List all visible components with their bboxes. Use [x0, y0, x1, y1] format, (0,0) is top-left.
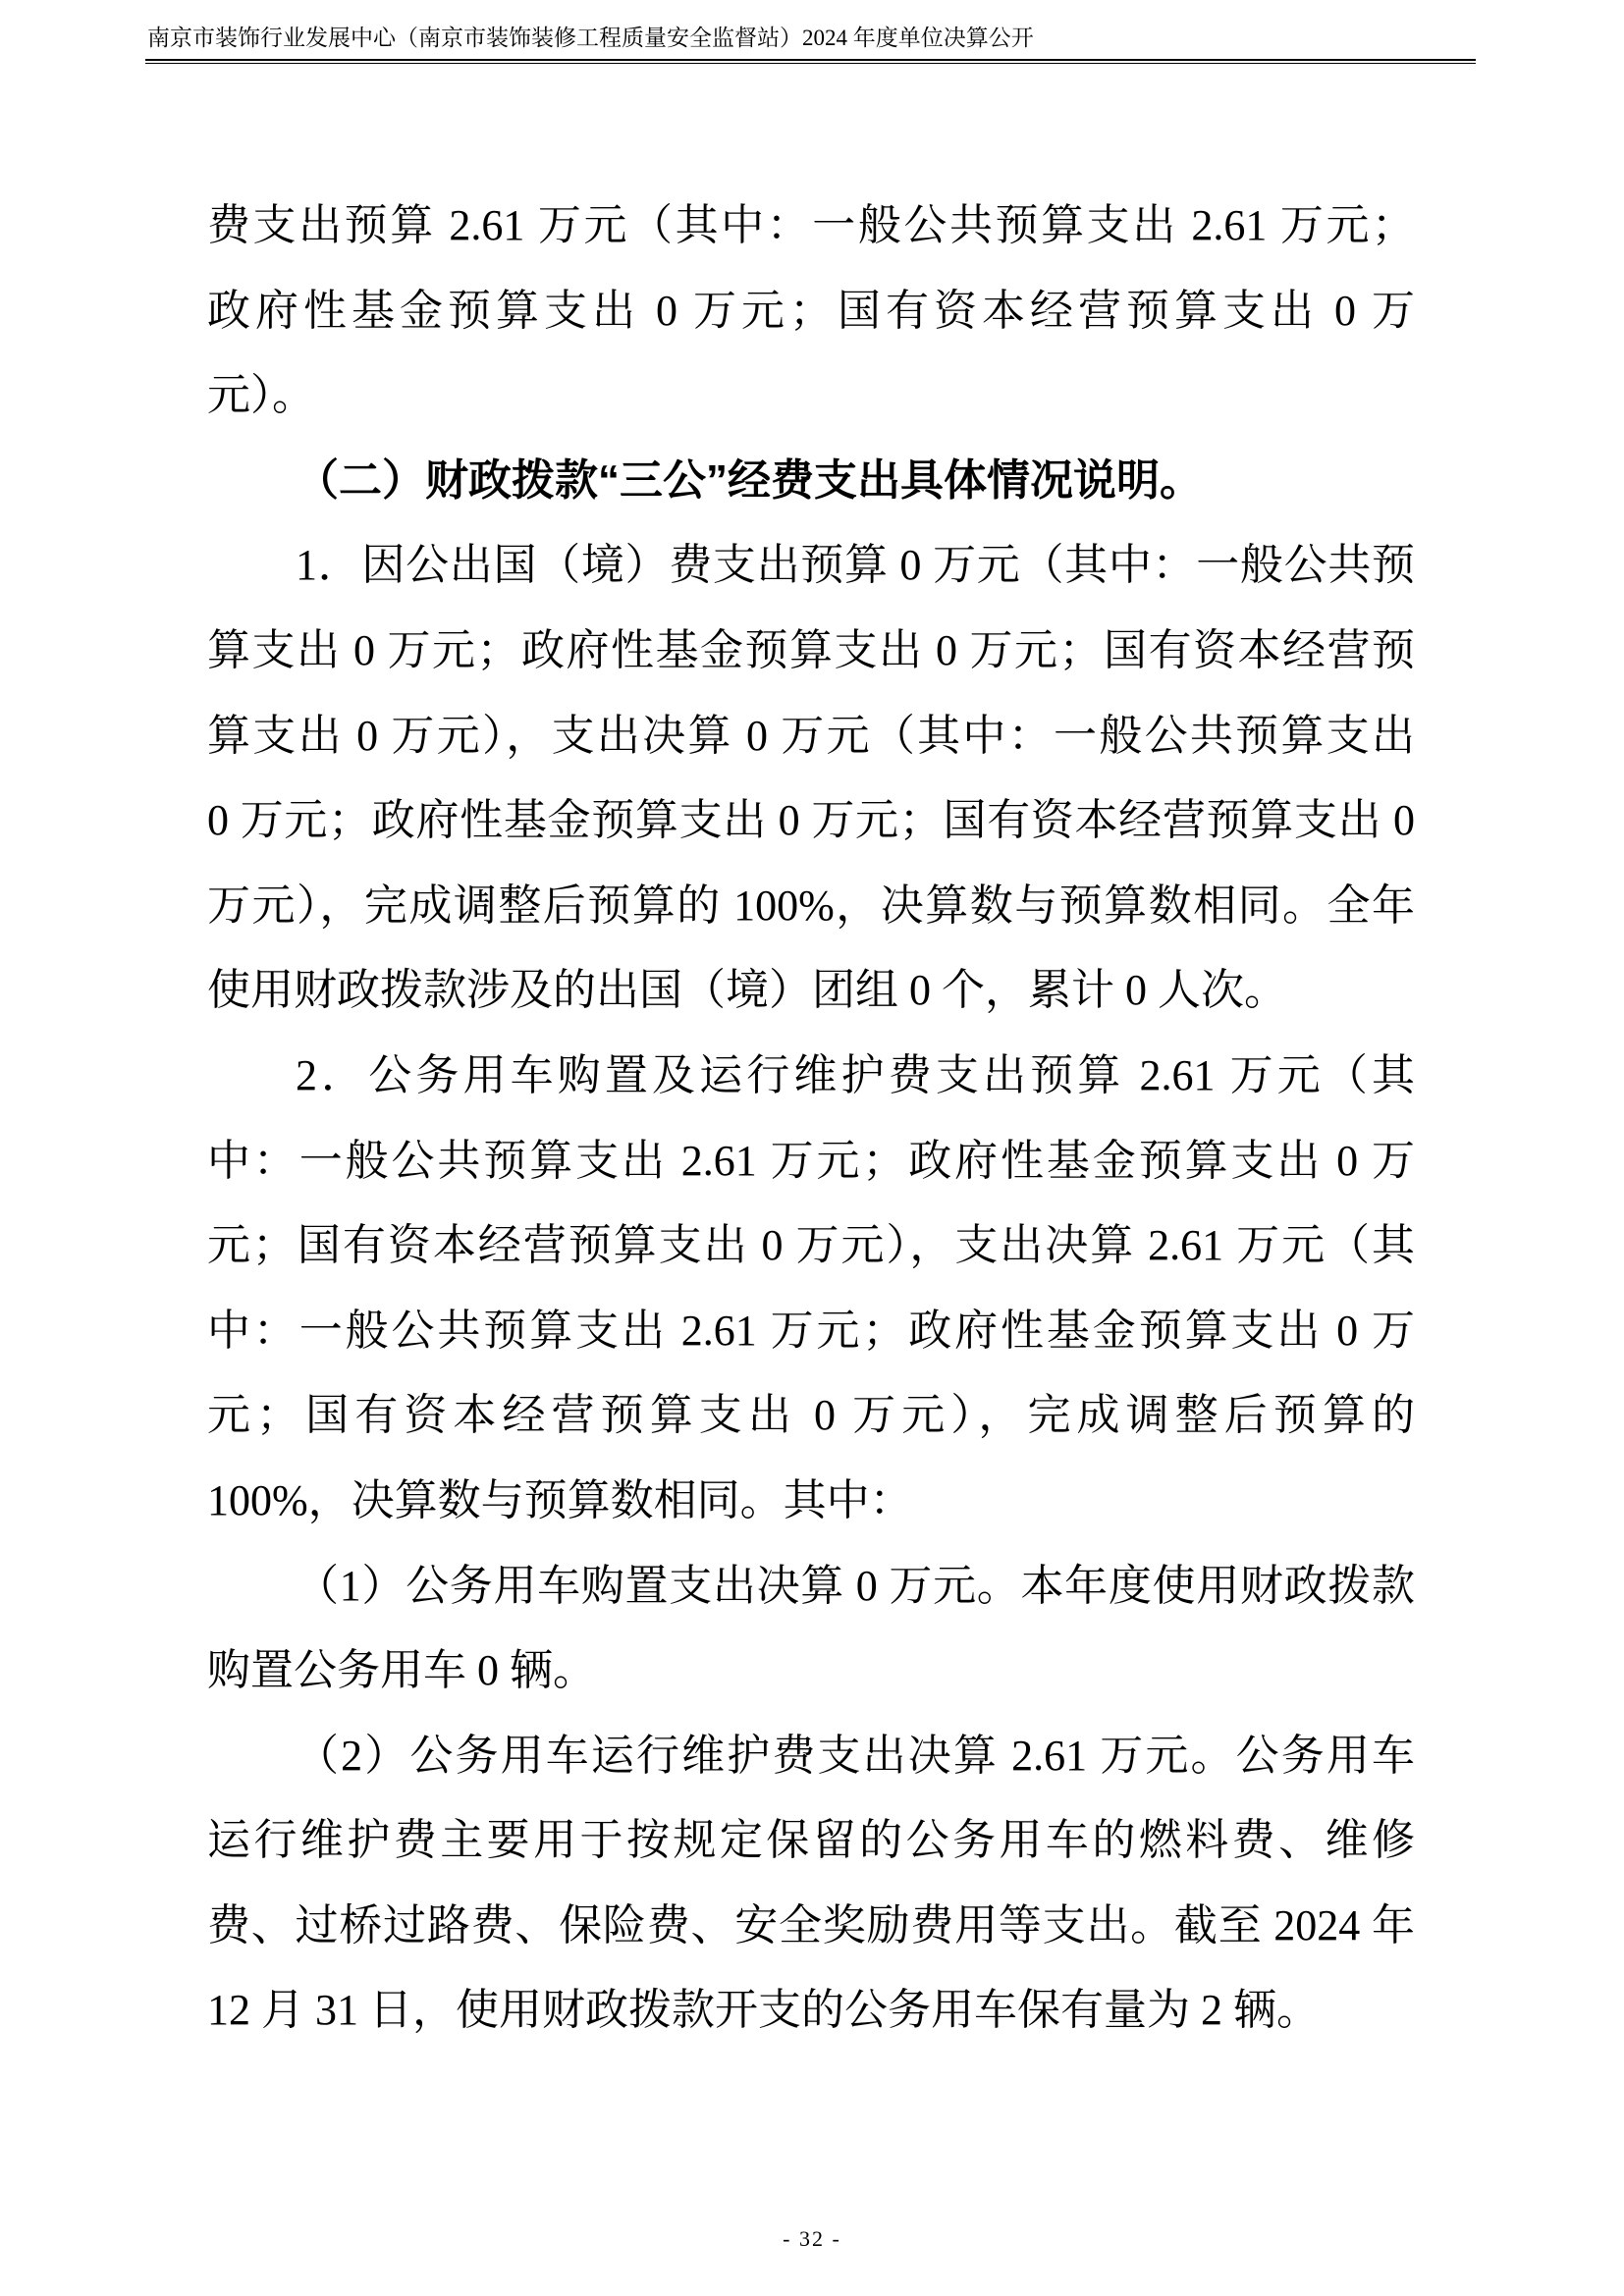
body-line: 中：一般公共预算支出 2.61 万元；政府性基金预算支出 0 万 [207, 1306, 1415, 1355]
body-line: 算支出 0 万元），支出决算 0 万元（其中：一般公共预算支出 [207, 711, 1415, 760]
body-line: 0 万元；政府性基金预算支出 0 万元；国有资本经营预算支出 0 [207, 796, 1415, 845]
body-line: 运行维护费主要用于按规定保留的公务用车的燃料费、维修 [207, 1816, 1415, 1865]
body-line: 元；国有资本经营预算支出 0 万元），支出决算 2.61 万元（其 [207, 1221, 1415, 1270]
body-line: （1）公务用车购置支出决算 0 万元。本年度使用财政拨款 [296, 1561, 1415, 1610]
body-line: （2）公务用车运行维护费支出决算 2.61 万元。公务用车 [296, 1731, 1415, 1780]
document-body [207, 184, 1415, 2054]
body-line: 100%，决算数与预算数相同。其中： [207, 1475, 913, 1524]
body-line: 元）。 [207, 371, 315, 420]
body-line: 2．公务用车购置及运行维护费支出预算 2.61 万元（其 [296, 1050, 1415, 1099]
body-line: 政府性基金预算支出 0 万元；国有资本经营预算支出 0 万 [207, 286, 1415, 335]
page-number: - 32 - [783, 2226, 841, 2251]
body-line: 12 月 31 日，使用财政拨款开支的公务用车保有量为 2 辆。 [207, 1986, 1320, 2035]
page-header-title: 南京市装饰行业发展中心（南京市装饰装修工程质量安全监督站）2024 年度单位决算公开 [147, 26, 1034, 50]
body-line: 1．因公出国（境）费支出预算 0 万元（其中：一般公共预 [296, 541, 1415, 590]
body-line: 算支出 0 万元；政府性基金预算支出 0 万元；国有资本经营预 [207, 625, 1415, 674]
body-line: 购置公务用车 0 辆。 [207, 1646, 596, 1695]
section-heading: （二）财政拨款“三公”经费支出具体情况说明。 [296, 455, 1203, 505]
body-line: 费、过桥过路费、保险费、安全奖励费用等支出。截至 2024 年 [207, 1900, 1415, 1949]
body-line: 使用财政拨款涉及的出国（境）团组 0 个，累计 0 人次。 [207, 966, 1287, 1015]
header-divider [145, 59, 1476, 64]
body-line: 中：一般公共预算支出 2.61 万元；政府性基金预算支出 0 万 [207, 1136, 1415, 1185]
body-line: 费支出预算 2.61 万元（其中：一般公共预算支出 2.61 万元； [207, 201, 1415, 249]
body-line: 元；国有资本经营预算支出 0 万元），完成调整后预算的 [207, 1391, 1415, 1440]
body-line: 万元），完成调整后预算的 100%，决算数与预算数相同。全年 [207, 881, 1415, 930]
